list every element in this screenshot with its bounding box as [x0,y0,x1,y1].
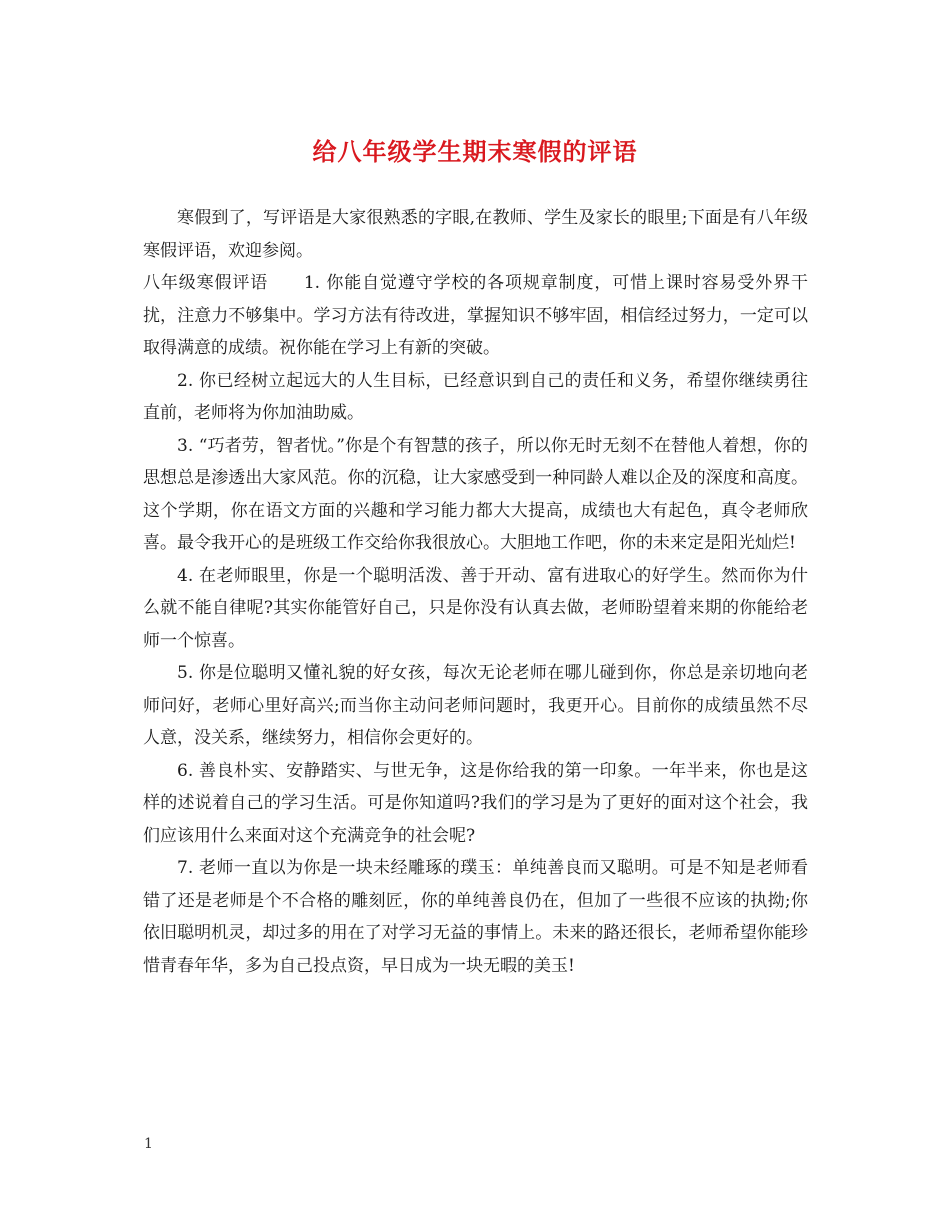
paragraph-comment-6: 6. 善良朴实、安静踏实、与世无争，这是你给我的第一印象。一年半来，你也是这样的述说着自己的学习生活。可是你知道吗?我们的学习是为了更好的面对这个社会，我们应该用什么来面对这个充满竞争的社会呢? [143,760,808,846]
paragraph-comment-4: 4. 在老师眼里，你是一个聪明活泼、善于开动、富有进取心的好学生。然而你为什么就不能自律呢?其实你能管好自己，只是你没有认真去做，老师盼望着来期的你能给老师一个惊喜。 [143,565,808,651]
paragraph-intro: 寒假到了，写评语是大家很熟悉的字眼,在教师、学生及家长的眼里;下面是有八年级寒假评语，欢迎参阅。 [143,208,808,261]
paragraph-comment-2: 2. 你已经树立起远大的人生目标，已经意识到自己的责任和义务，希望你继续勇往直前，老师将为你加油助威。 [143,370,808,423]
paragraph-comment-3: 3. “巧者劳，智者忧。”你是个有智慧的孩子，所以你无时无刻不在替他人着想，你的思想总是渗透出大家风范。你的沉稳，让大家感受到一种同龄人难以企及的深度和高度。这个学期，你在语文方面的兴趣和学习能力都大大提高，成绩也大有起色，真令老师欣喜。最令我开心的是班级工作交给你我很放心。大胆地工作吧，你的未来定是阳光灿烂! [143,435,808,553]
paragraph-comment-1: 八年级寒假评语 1. 你能自觉遵守学校的各项规章制度，可惜上课时容易受外界干扰，注意力不够集中。学习方法有待改进，掌握知识不够牢固，相信经过努力，一定可以取得满意的成绩。祝你能在学习上有新的突破。 [143,273,808,358]
page-title: 给八年级学生期末寒假的评语 [312,137,638,166]
paragraph-comment-7: 7. 老师一直以为你是一块未经雕琢的璞玉：单纯善良而又聪明。可是不知是老师看错了还是老师是个不合格的雕刻匠，你的单纯善良仍在，但加了一些很不应该的执拗;你依旧聪明机灵，却过多的用在了对学习无益的事情上。未来的路还很长，老师希望你能珍惜青春年华，多为自己投点资，早日成为一块无暇的美玉! [143,858,808,976]
paragraph-comment-5: 5. 你是位聪明又懂礼貌的好女孩，每次无论老师在哪儿碰到你，你总是亲切地向老师问好，老师心里好高兴;而当你主动问老师问题时，我更开心。目前你的成绩虽然不尽人意，没关系，继续努力，相信你会更好的。 [143,663,808,748]
document-body [143,202,808,982]
page-number: 1 [144,1136,153,1152]
